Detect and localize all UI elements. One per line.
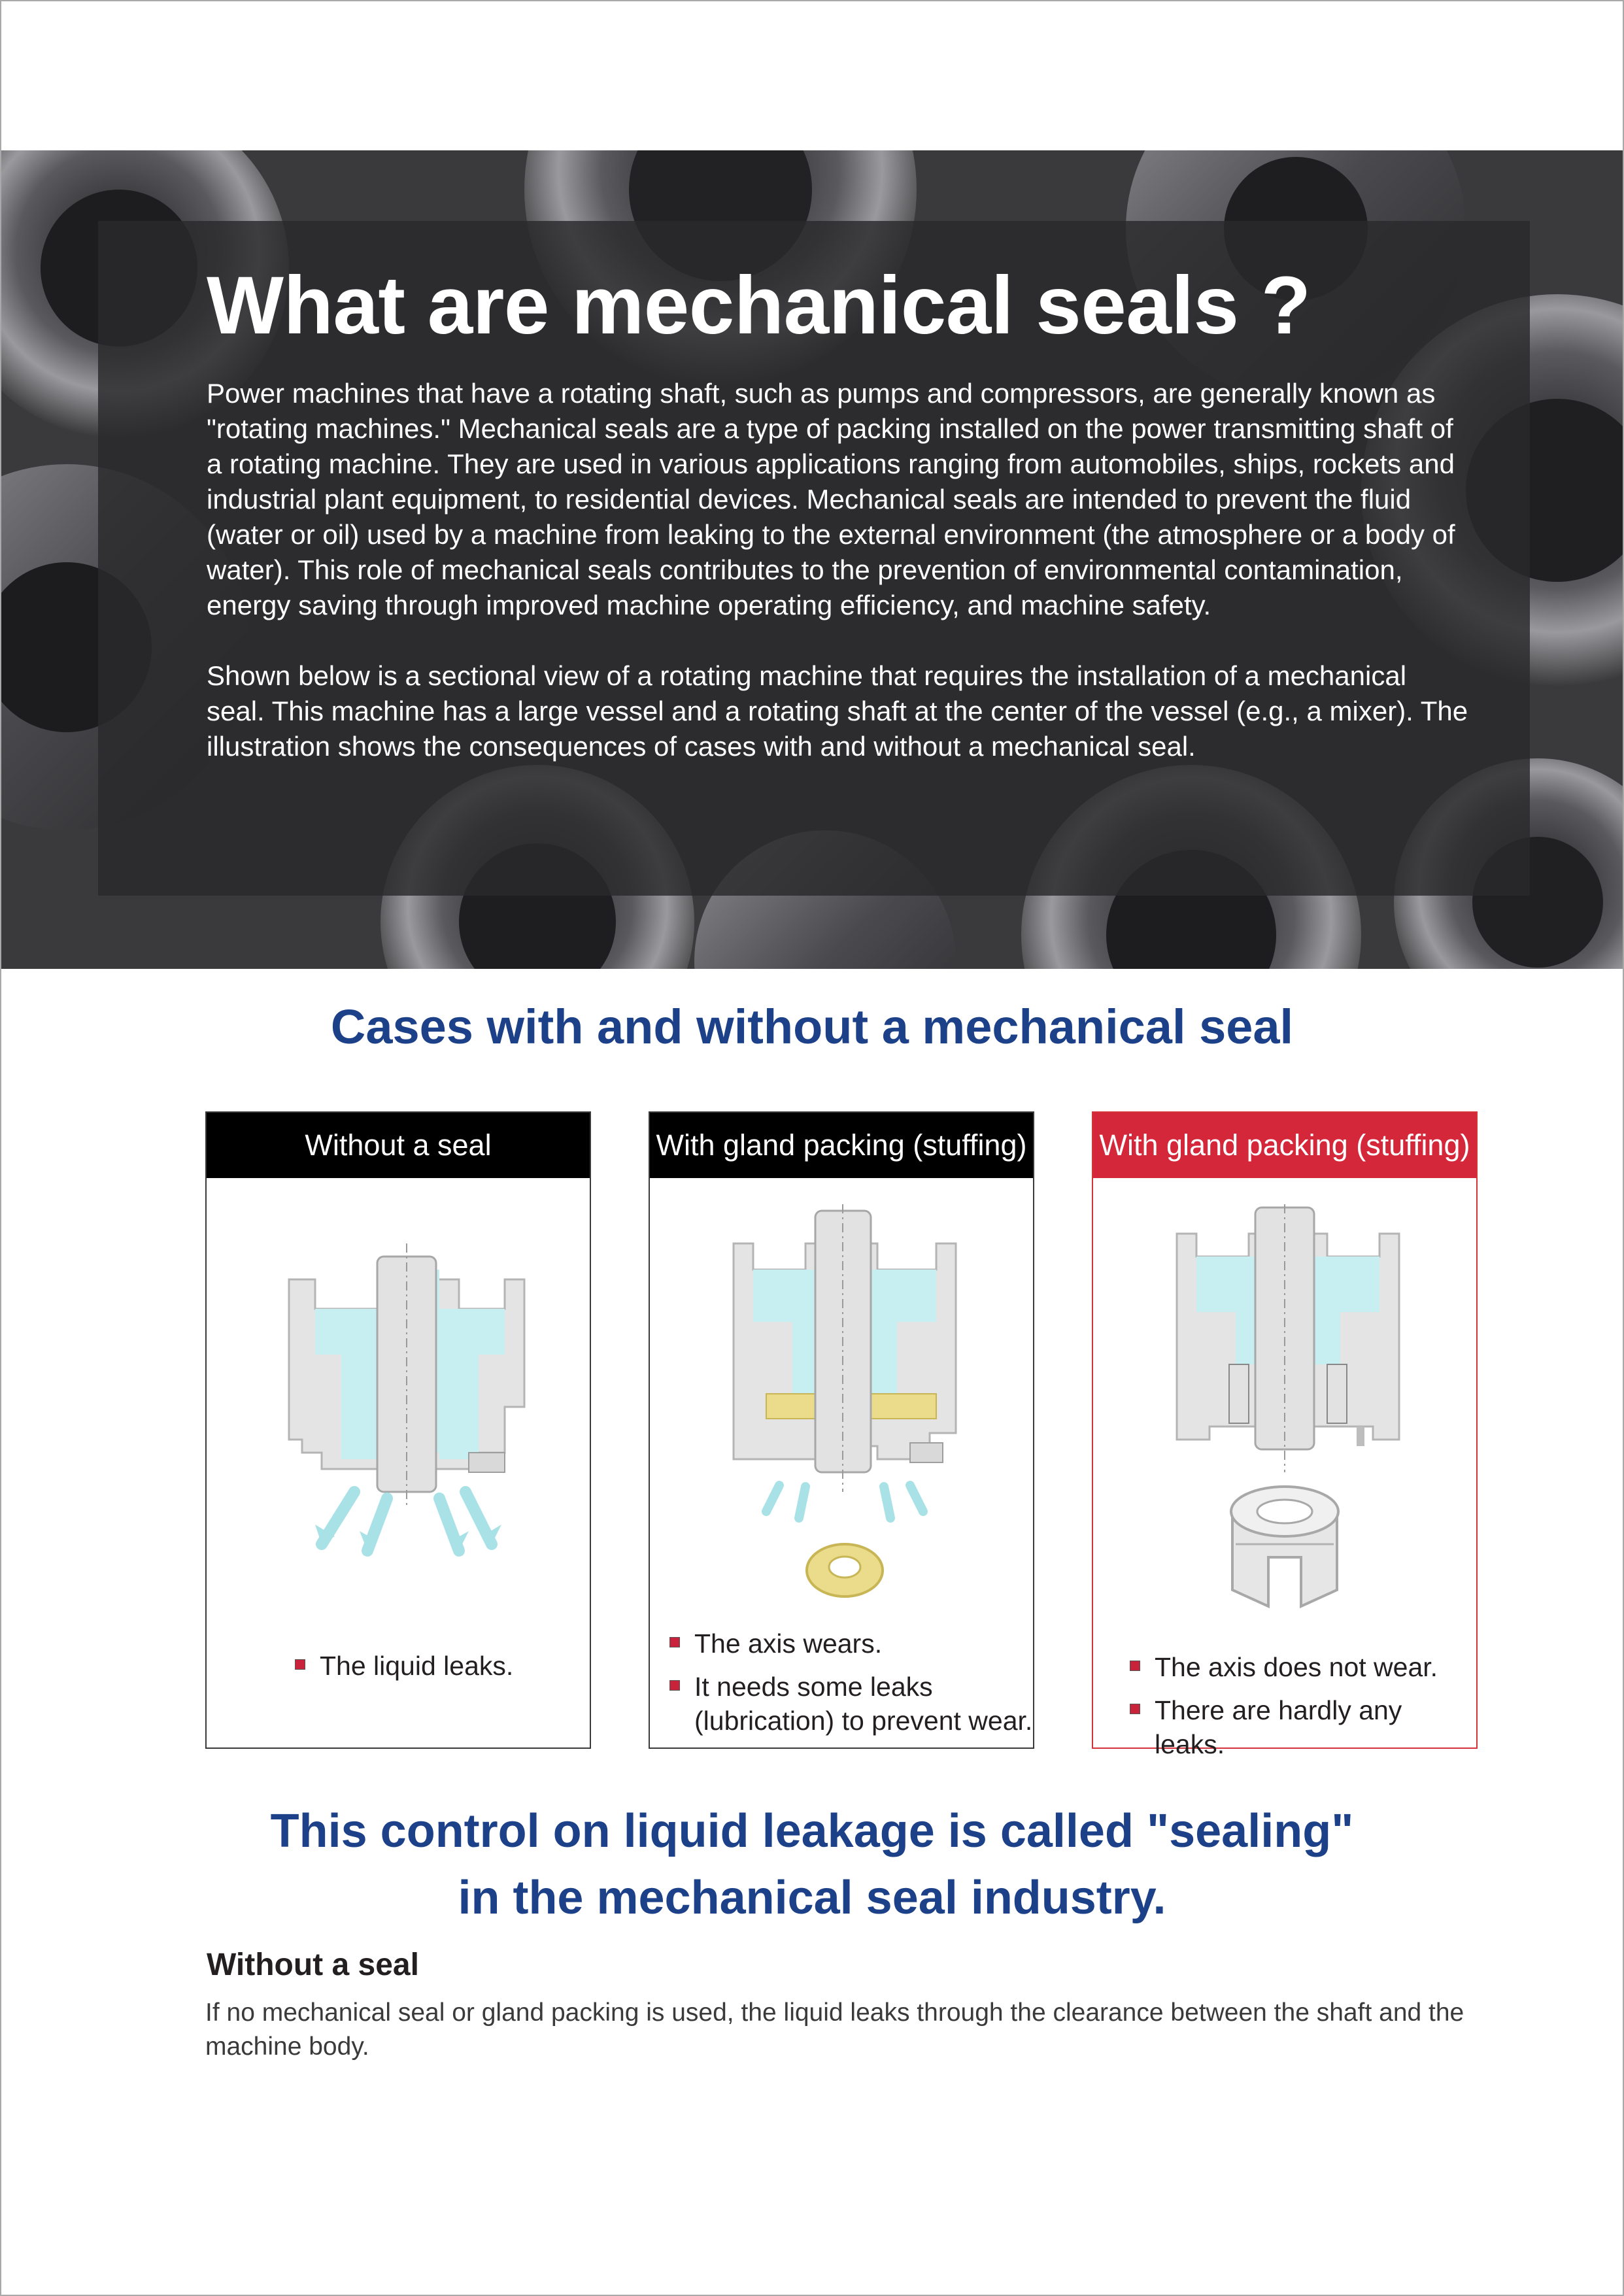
panel-gland-packing	[649, 1111, 1034, 1749]
without-seal-heading: Without a seal	[207, 1948, 419, 1982]
mechanical-seal-illustration	[1093, 1204, 1476, 1623]
list-item: The axis does not wear.	[1130, 1650, 1476, 1684]
page-title: What are mechanical seals ?	[207, 260, 1311, 351]
panel-header: With gland packing (stuffing)	[650, 1113, 1033, 1178]
list-item: The liquid leaks.	[295, 1649, 513, 1683]
panel-header: With gland packing (stuffing)	[1093, 1113, 1476, 1178]
without-seal-illustration	[207, 1243, 590, 1610]
list-item: It needs some leaks (lubrication) to prevent wear.	[669, 1670, 1034, 1738]
list-item: The axis wears.	[669, 1627, 1034, 1661]
sealing-definition-heading	[0, 1798, 1624, 1931]
without-seal-description: If no mechanical seal or gland packing is used, the liquid leaks through the clearance between the shaft and the machine body.	[205, 1999, 1464, 2061]
diagram-intro-paragraph: Shown below is a sectional view of a rotating machine that requires the installation of a mechanical seal. This machine has a large vessel and a rotating shaft at the center of the vessel (e.g., a mixer). The illustration shows the consequences of cases with and without a mechanical seal.	[207, 660, 1468, 762]
panel-without-seal	[205, 1111, 591, 1749]
gland-packing-illustration	[650, 1204, 1033, 1610]
panel-mechanical-seal	[1092, 1111, 1478, 1759]
hero-description	[207, 376, 1468, 764]
panel-header: Without a seal	[207, 1113, 590, 1178]
panel-bullet-list	[669, 1627, 1034, 1747]
cases-section-title: Cases with and without a mechanical seal	[330, 1000, 1294, 1054]
panel-bullet-list	[1130, 1650, 1476, 1770]
intro-paragraph: Power machines that have a rotating shaft, such as pumps and compressors, are generally known as "rotating machines." Mechanical seals are a type of packing installed on the power transmitting shaft of a rotating machine. They are used in various applications ranging from automobiles, ships, rockets and industrial plant equipment, to residential devices. Mechanical seals are intended to prevent the fluid (water or oil) used by a machine from leaking to the external environment (the atmosphere or a body of water). This role of mechanical seals contributes to the prevention of environmental contamination, energy saving through improved machine operating efficiency, and machine safety.	[207, 378, 1455, 620]
panel-bullet-list	[295, 1649, 513, 1692]
sealing-definition-line2: in the mechanical seal industry.	[458, 1872, 1166, 1924]
list-item: There are hardly any leaks.	[1130, 1693, 1476, 1761]
sealing-definition-line1: This control on liquid leakage is called "sealing"	[270, 1805, 1354, 1857]
